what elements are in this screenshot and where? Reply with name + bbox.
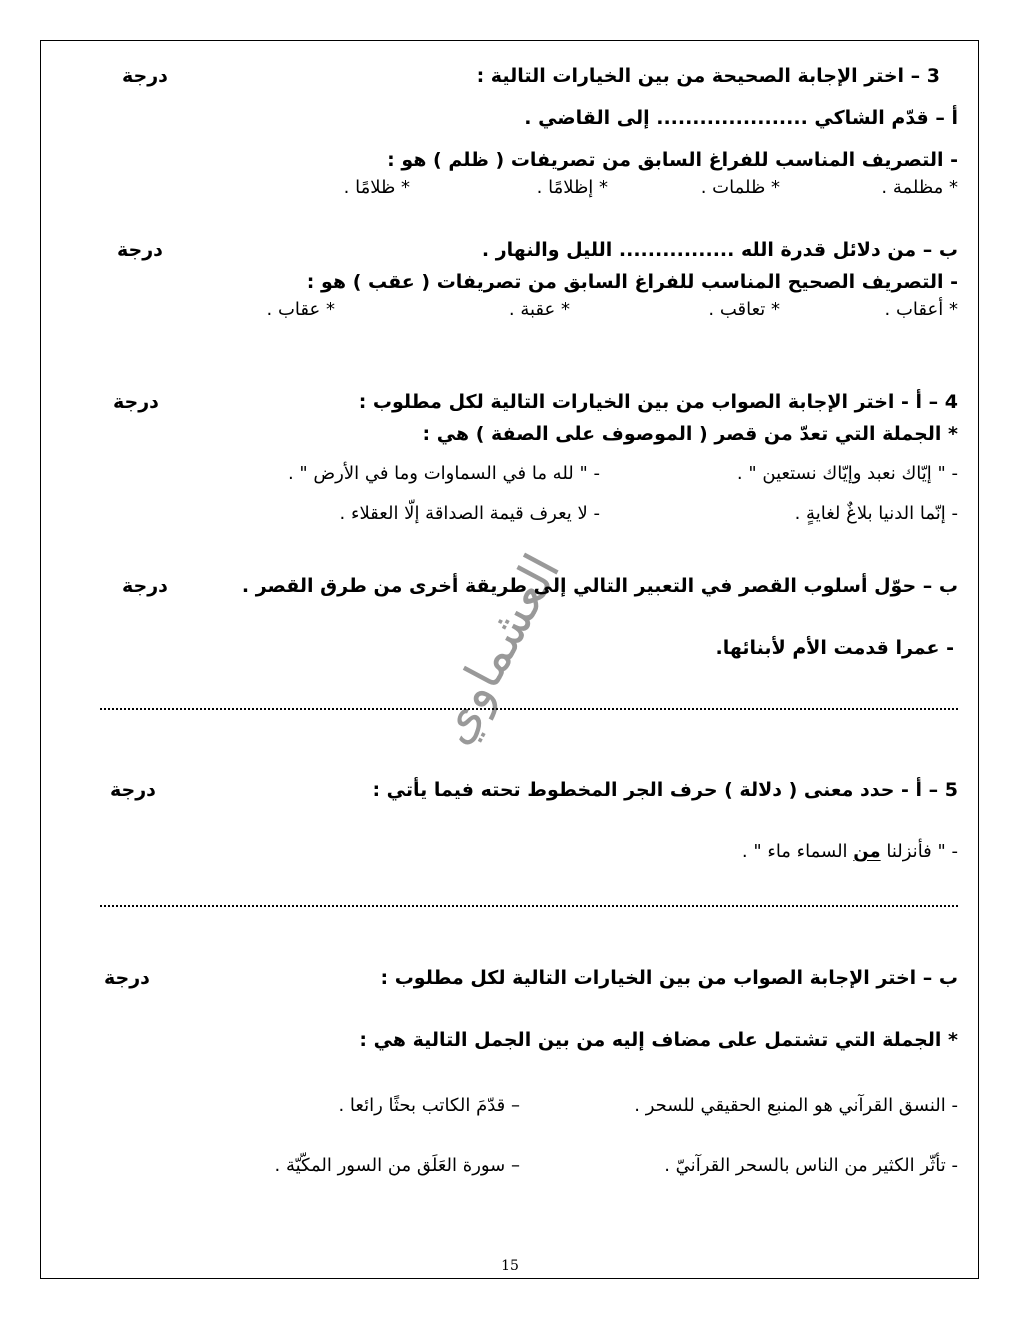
q5b-heading: ب – اختر الإجابة الصواب من بين الخيارات التالية لكل مطلوب : xyxy=(380,967,958,989)
q5a-underlined-preposition: من xyxy=(853,841,881,862)
q3-heading: 3 – اختر الإجابة الصحيحة من بين الخيارات التالية : xyxy=(476,65,940,87)
q3b-option-3[interactable]: * عقبة . xyxy=(508,299,570,320)
q5b-option-1[interactable]: - النسق القرآني هو المنبع الحقيقي للسحر . xyxy=(634,1095,958,1116)
q5b-option-3[interactable]: - تأثّر الكثير من الناس بالسحر القرآنيّ . xyxy=(664,1155,958,1176)
q3a-option-2[interactable]: * ظلمات . xyxy=(700,177,780,198)
q3b-option-2[interactable]: * تعاقب . xyxy=(708,299,780,320)
q5b-option-2[interactable]: – قدّمَ الكاتب بحثًا رائعا . xyxy=(338,1095,520,1116)
q5a-sentence xyxy=(742,840,958,864)
q4a-prompt: * الجملة التي تعدّ من قصر ( الموصوف على الصفة ) هي : xyxy=(422,423,958,445)
q5a-answer-line[interactable] xyxy=(100,905,958,907)
q4a-option-1[interactable]: - " إيّاك نعبد وإيّاك نستعين " . xyxy=(736,463,958,484)
grade-label-q4b: درجة xyxy=(122,575,168,597)
q3a-prompt: - التصريف المناسب للفراغ السابق من تصريفات ( ظلم ) هو : xyxy=(387,149,958,171)
q5a-sentence-before: - " فأنزلنا xyxy=(880,841,958,862)
q5a-sentence-after: السماء ماء " . xyxy=(741,841,854,862)
q5b-prompt: * الجملة التي تشتمل على مضاف إليه من بين الجمل التالية هي : xyxy=(359,1029,958,1051)
q4a-option-4[interactable]: - لا يعرف قيمة الصداقة إلّا العقلاء . xyxy=(339,503,600,524)
q4b-answer-line[interactable] xyxy=(100,708,958,710)
q4a-option-3[interactable]: - إنّما الدنيا بلاغٌ لغايةٍ . xyxy=(794,503,958,524)
q3a-option-4[interactable]: * ظلامًا . xyxy=(343,177,410,198)
grade-label-q4a: درجة xyxy=(113,391,159,413)
q4a-heading: 4 – أ - اختر الإجابة الصواب من بين الخيارات التالية لكل مطلوب : xyxy=(358,391,958,413)
q5b-option-4[interactable]: – سورة العَلَق من السور المكّيّة . xyxy=(274,1155,520,1176)
q4a-option-2[interactable]: - " لله ما في السماوات وما في الأرض " . xyxy=(287,463,600,484)
q3a-option-3[interactable]: * إظلامًا . xyxy=(536,177,608,198)
q3b-option-1[interactable]: * أعقاب . xyxy=(884,299,958,320)
grade-label-q3: درجة xyxy=(122,65,168,87)
q5a-heading: 5 – أ - حدد معنى ( دلالة ) حرف الجر المخطوط تحته فيما يأتي : xyxy=(372,779,958,801)
q4b-heading: ب – حوّل أسلوب القصر في التعبير التالي إلى طريقة أخرى من طرق القصر . xyxy=(241,575,958,597)
q3b-sentence: ب – من دلائل قدرة الله ................ الليل والنهار . xyxy=(481,239,958,261)
q4b-sentence: - عمرا قدمت الأم لأبنائها. xyxy=(715,637,954,659)
q3a-option-1[interactable]: * مظلمة . xyxy=(881,177,958,198)
q3b-prompt: - التصريف الصحيح المناسب للفراغ السابق من تصريفات ( عقب ) هو : xyxy=(306,271,958,293)
grade-label-q5a: درجة xyxy=(110,779,156,801)
grade-label-q3b: درجة xyxy=(117,239,163,261)
q3a-sentence: أ – قدّم الشاكي ..................... إلى القاضي . xyxy=(524,107,958,129)
watermark: العشماوي xyxy=(423,544,572,754)
grade-label-q5b: درجة xyxy=(104,967,150,989)
page-number: 15 xyxy=(501,1258,519,1274)
q3b-option-4[interactable]: * عقاب . xyxy=(266,299,335,320)
